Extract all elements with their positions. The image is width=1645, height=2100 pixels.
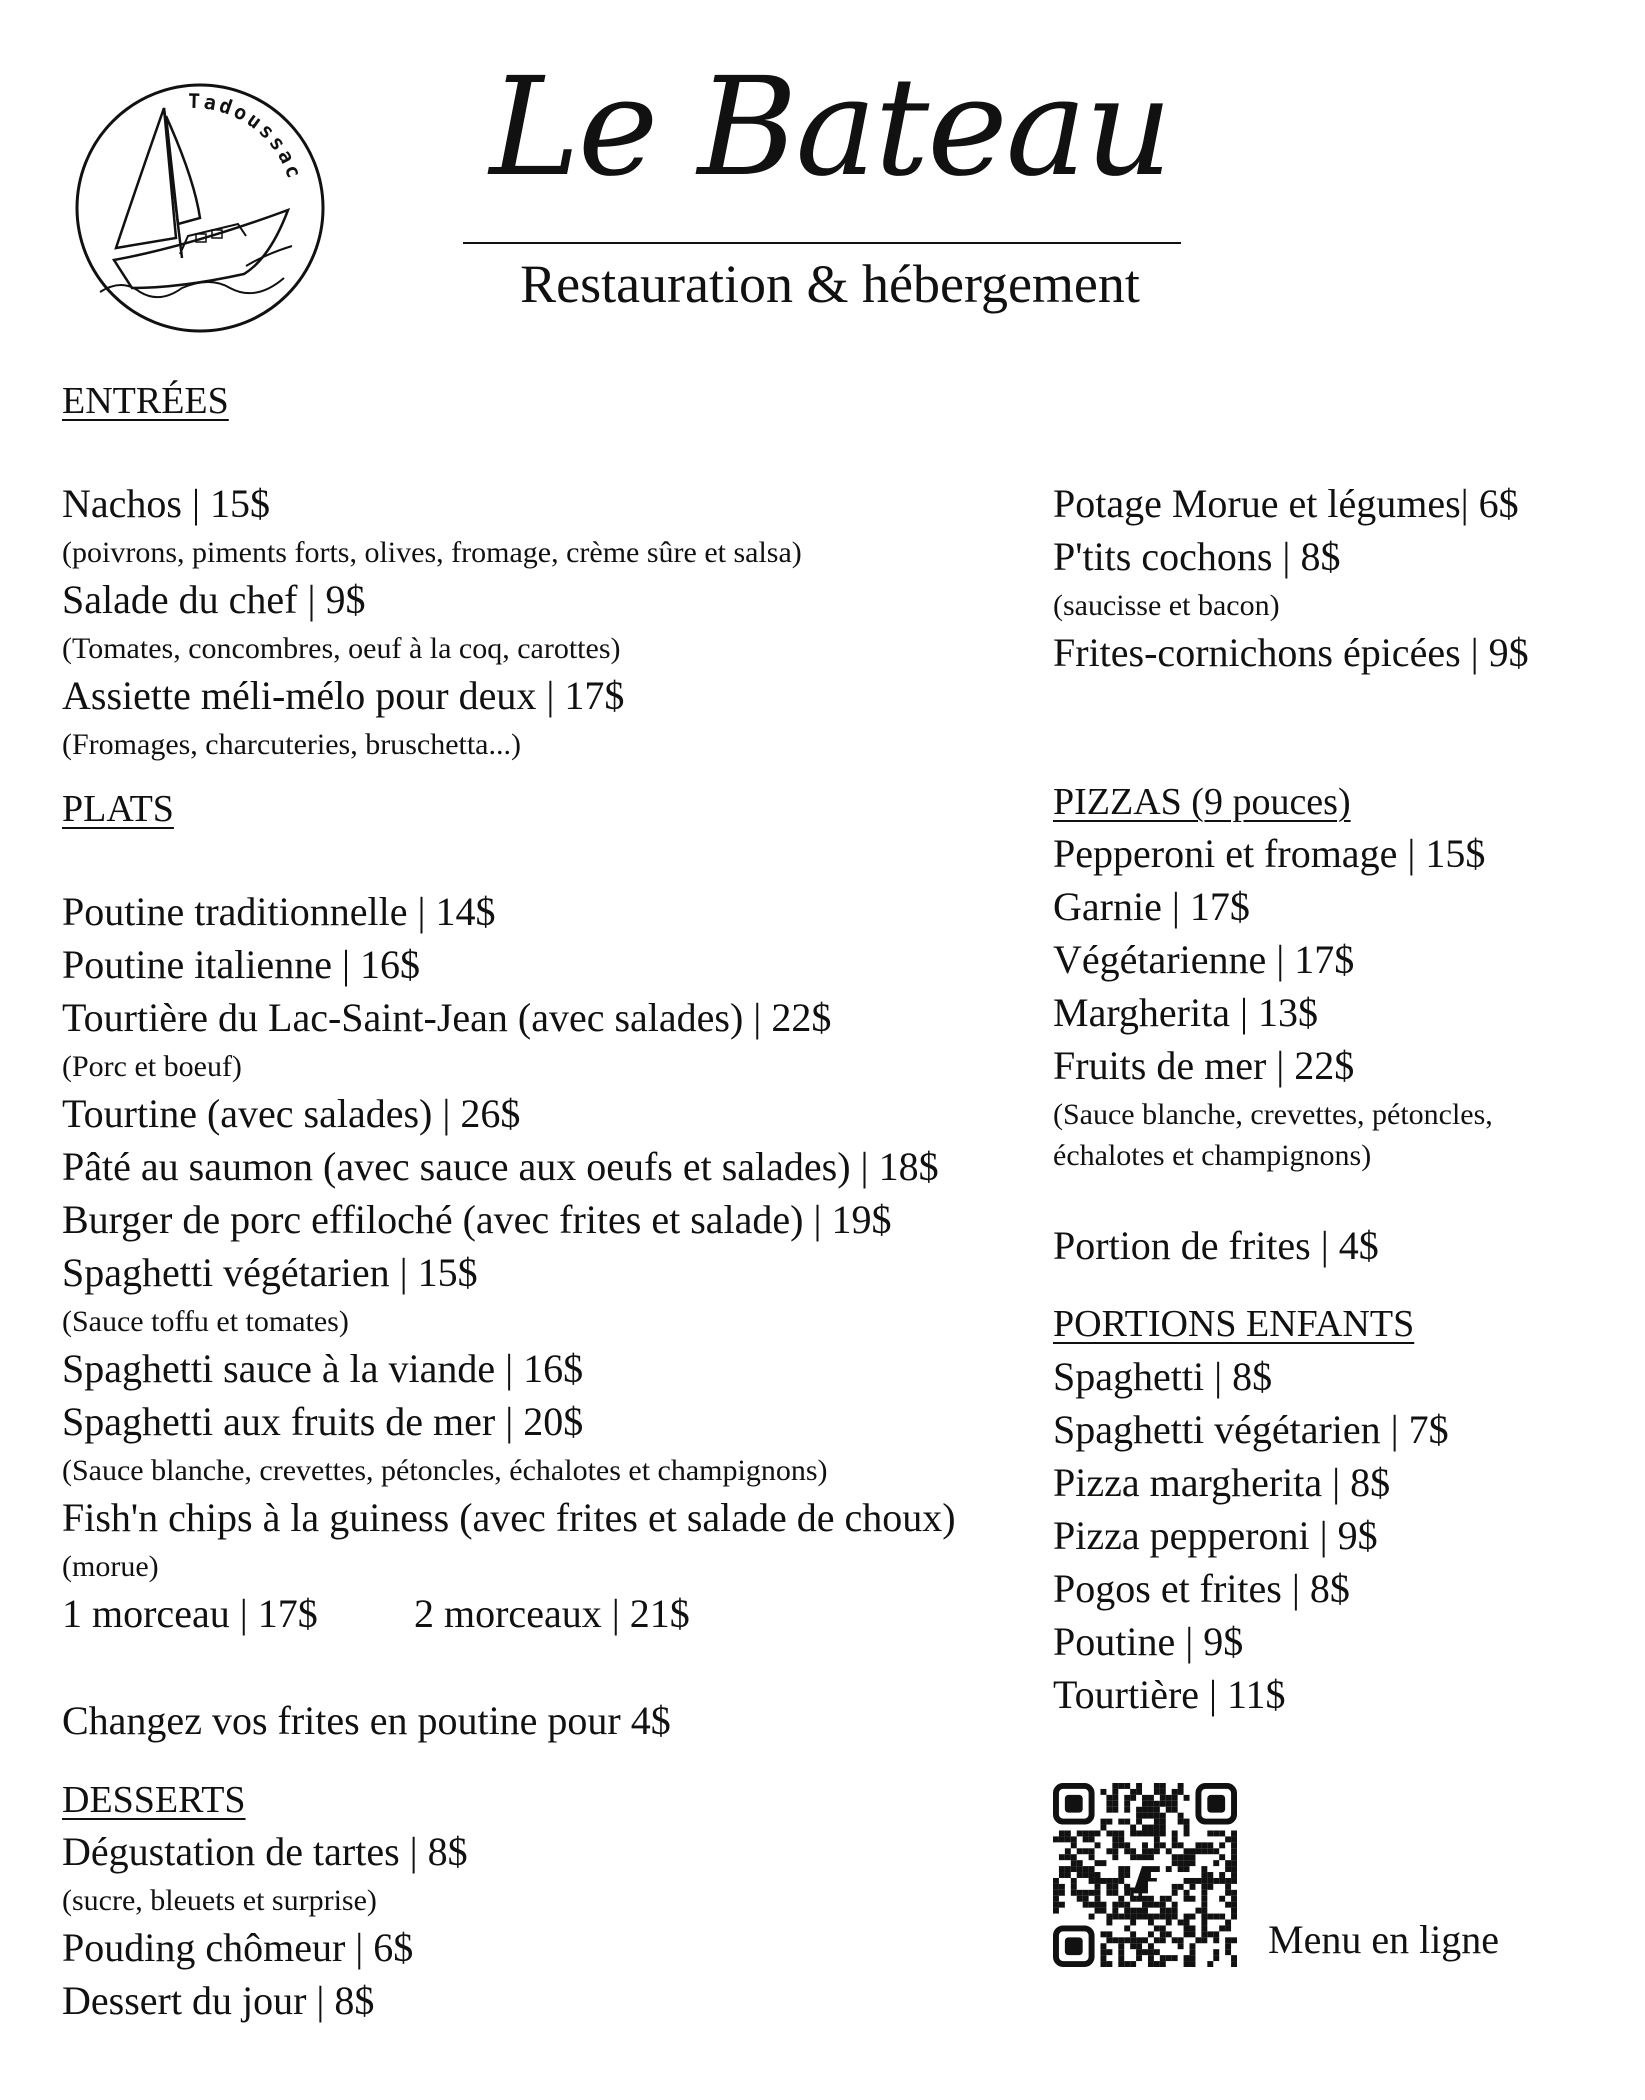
menu-item: Tourtière du Lac-Saint-Jean (avec salades) | 22$	[62, 995, 832, 1040]
menu-item: Pepperoni et fromage | 15$	[1053, 831, 1486, 876]
menu-item: Pâté au saumon (avec sauce aux oeufs et salades) | 18$	[62, 1144, 939, 1189]
menu-item: 1 morceau | 17$	[62, 1591, 318, 1636]
menu-item: Assiette méli-mélo pour deux | 17$	[62, 673, 625, 718]
menu-qr-code[interactable]	[1053, 1783, 1237, 1967]
menu-item: Pogos et frites | 8$	[1053, 1566, 1350, 1611]
menu-item: Spaghetti sauce à la viande | 16$	[62, 1346, 584, 1391]
menu-item-description: (Sauce blanche, crevettes, pétoncles,	[1053, 1098, 1493, 1131]
pizzas-heading: PIZZAS (9 pouces)	[1053, 781, 1351, 823]
menu-item-description: échalotes et champignons)	[1053, 1139, 1372, 1172]
menu-item-description: (Sauce blanche, crevettes, pétoncles, échalotes et champignons)	[62, 1454, 828, 1487]
menu-item-description: (saucisse et bacon)	[1053, 589, 1280, 622]
menu-item: Poutine traditionnelle | 14$	[62, 889, 496, 934]
menu-note: Changez vos frites en poutine pour 4$	[62, 1698, 671, 1743]
menu-item-description: (poivrons, piments forts, olives, fromage, crème sûre et salsa)	[62, 536, 802, 569]
logo-text: Tadoussac	[187, 88, 308, 184]
menu-item: Frites-cornichons épicées | 9$	[1053, 630, 1529, 675]
menu-item: Potage Morue et légumes| 6$	[1053, 481, 1519, 526]
menu-item: Pizza margherita | 8$	[1053, 1460, 1391, 1505]
menu-item: Tourtine (avec salades) | 26$	[62, 1091, 521, 1136]
menu-item: Spaghetti végétarien | 15$	[62, 1250, 478, 1295]
menu-item: Pouding chômeur | 6$	[62, 1925, 414, 1970]
menu-item-description: (morue)	[62, 1550, 159, 1583]
title-divider	[463, 242, 1181, 244]
menu-item: Pizza pepperoni | 9$	[1053, 1513, 1378, 1558]
menu-item-description: (Sauce toffu et tomates)	[62, 1305, 349, 1338]
menu-item: Poutine | 9$	[1053, 1619, 1244, 1664]
menu-item: Spaghetti | 8$	[1053, 1354, 1273, 1399]
menu-item: 2 morceaux | 21$	[414, 1591, 690, 1636]
menu-item-description: (Fromages, charcuteries, bruschetta...)	[62, 728, 521, 761]
qr-label: Menu en ligne	[1268, 1917, 1500, 1962]
menu-item-description: (sucre, bleuets et surprise)	[62, 1884, 377, 1917]
menu-item: Nachos | 15$	[62, 481, 270, 526]
menu-item: P'tits cochons | 8$	[1053, 534, 1341, 579]
desserts-heading: DESSERTS	[62, 1779, 246, 1821]
portions-enfants-heading: PORTIONS ENFANTS	[1053, 1303, 1415, 1345]
menu-item: Dégustation de tartes | 8$	[62, 1829, 468, 1874]
menu-item: Poutine italienne | 16$	[62, 942, 420, 987]
menu-item: Dessert du jour | 8$	[62, 1978, 375, 2023]
menu-item: Spaghetti végétarien | 7$	[1053, 1407, 1449, 1452]
menu-item: Margherita | 13$	[1053, 990, 1318, 1035]
svg-text:Tadoussac	[188, 89, 308, 184]
plats-heading: PLATS	[62, 788, 174, 830]
menu-item: Tourtière | 11$	[1053, 1672, 1286, 1717]
restaurant-subtitle: Restauration & hébergement	[520, 254, 1140, 314]
qr-code-graphic	[1053, 1783, 1237, 1967]
restaurant-title: Le Bateau	[489, 49, 1171, 207]
menu-item-description: (Porc et boeuf)	[62, 1050, 242, 1083]
menu-item: Végétarienne | 17$	[1053, 937, 1355, 982]
entrees-heading: ENTRÉES	[62, 380, 229, 422]
menu-item: Spaghetti aux fruits de mer | 20$	[62, 1399, 584, 1444]
menu-item: Garnie | 17$	[1053, 884, 1250, 929]
menu-item: Fish'n chips à la guiness (avec frites et salade de choux)	[62, 1495, 956, 1540]
menu-item: Salade du chef | 9$	[62, 577, 366, 622]
menu-item-description: (Tomates, concombres, oeuf à la coq, carottes)	[62, 632, 621, 665]
menu-item: Burger de porc effiloché (avec frites et salade) | 19$	[62, 1197, 892, 1242]
menu-item: Portion de frites | 4$	[1053, 1223, 1379, 1268]
menu-item: Fruits de mer | 22$	[1053, 1043, 1355, 1088]
tadoussac-logo	[70, 78, 330, 338]
